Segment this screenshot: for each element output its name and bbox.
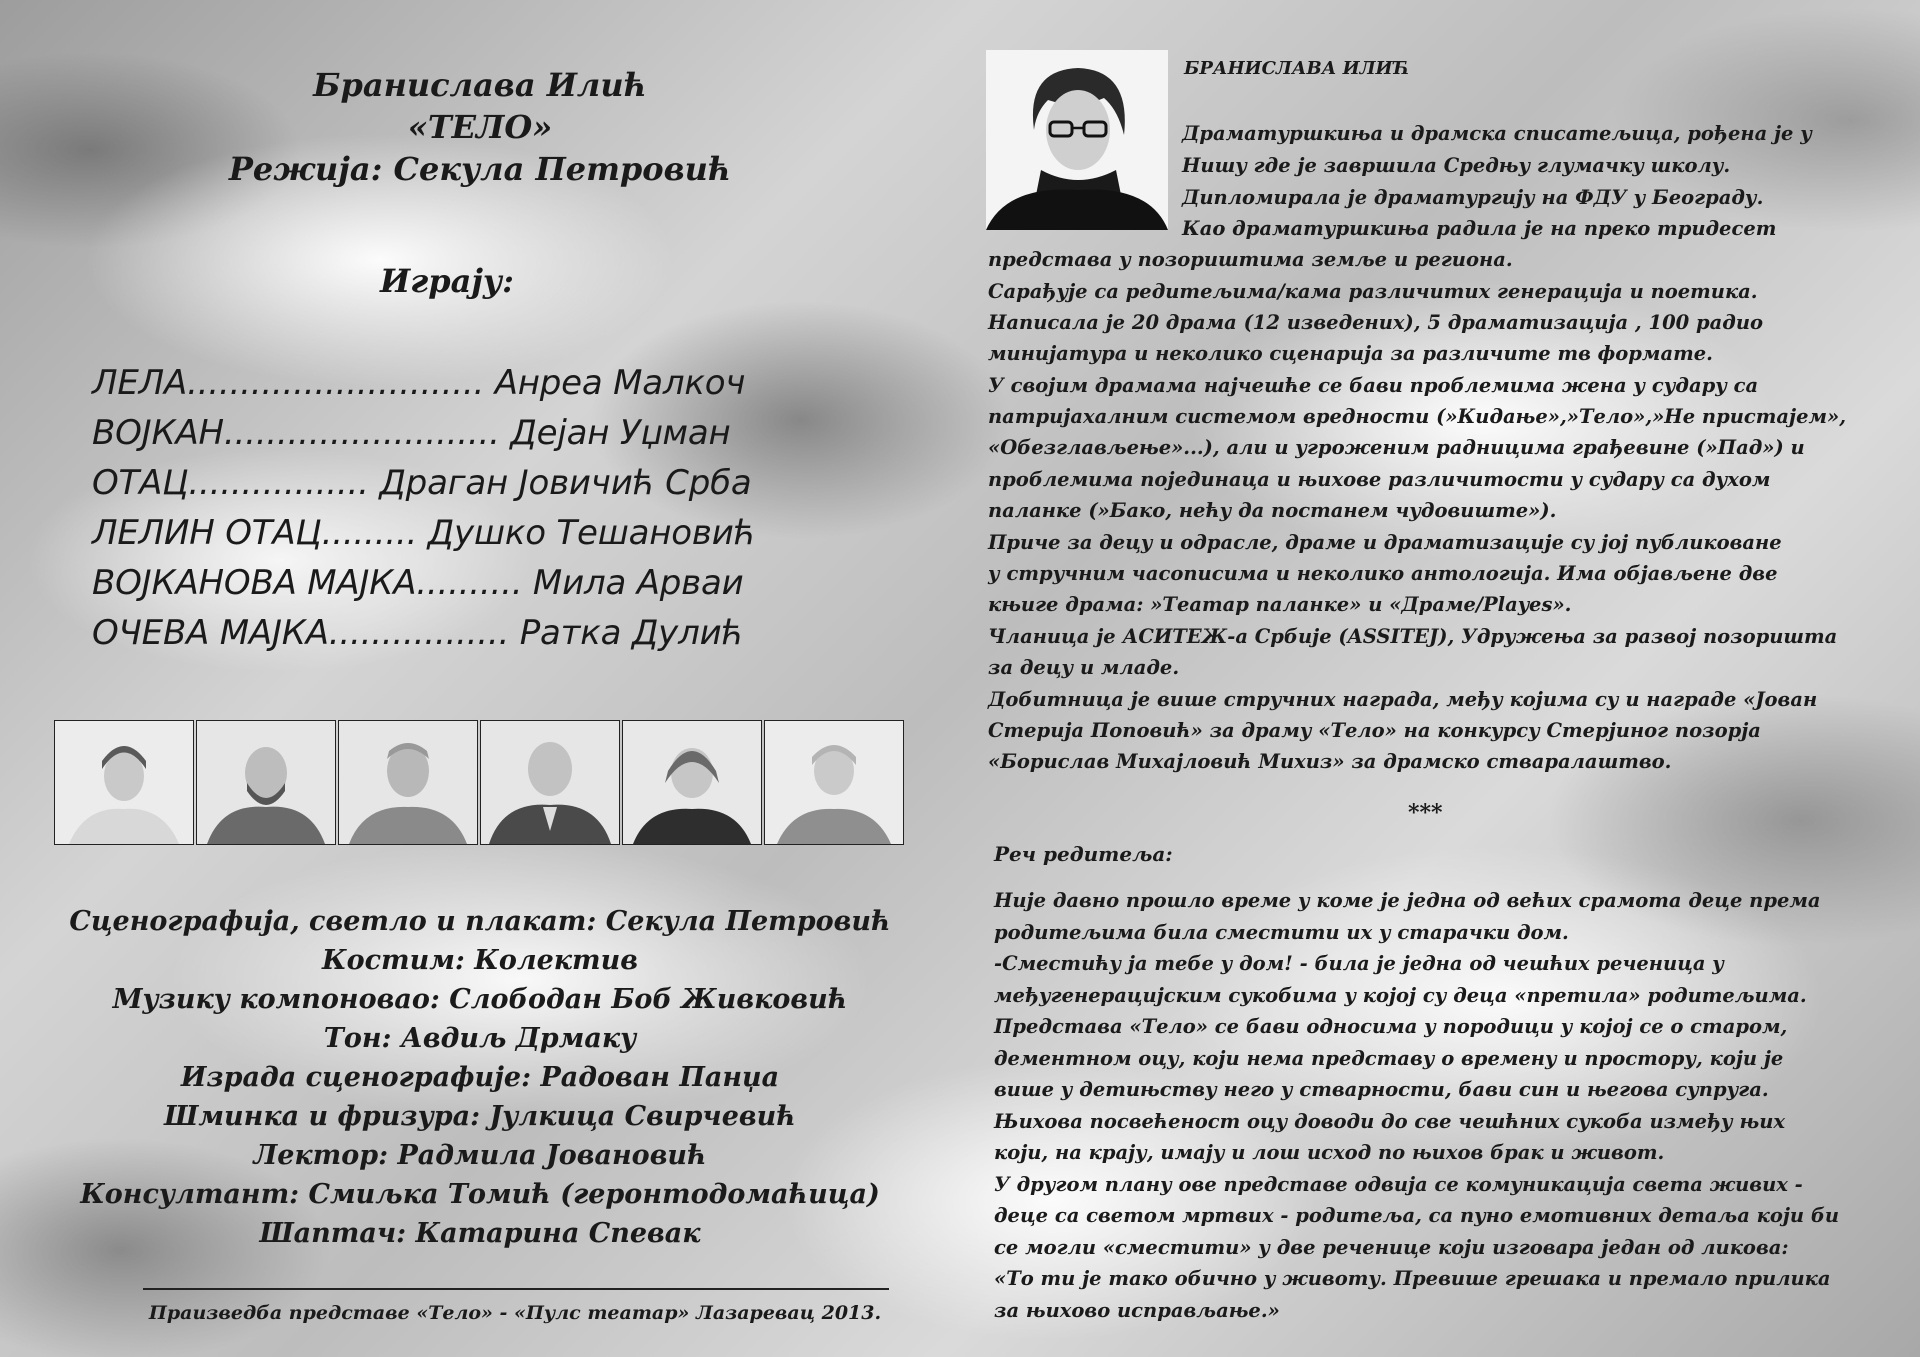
bio-line: представа у позориштима земље и региона. <box>988 248 1513 271</box>
credit-line: Музику компоновао: Слободан Боб Живковић <box>112 984 848 1015</box>
cast-row: ОЧЕВА МАЈКА................. Ратка Дулић <box>92 613 744 653</box>
credit-line: Шаптач: Катарина Спевак <box>259 1218 701 1249</box>
bio-line: Приче за децу и одрасле, драме и драматизације су јој публиковане <box>988 531 1782 554</box>
bio-line: Написала је 20 драма (12 изведених), 5 драматизација , 100 радио <box>988 311 1764 334</box>
credit-line: Израда сценографије: Радован Панџа <box>180 1062 780 1093</box>
bio-line: Драматуршкиња и драмска списатељица, рођена је у <box>1182 122 1812 145</box>
cast-photo-2 <box>196 720 336 845</box>
bio-line: књиге драма: »Театар паланке» и «Драме/Playes». <box>988 593 1572 616</box>
credit-line: Шминка и фризура: Јулкица Свирчевић <box>164 1101 796 1132</box>
director-line: Њихова посвећеност оцу доводи до све чешћних сукоба између њих <box>994 1110 1786 1133</box>
bio-line: за децу и младе. <box>988 656 1180 679</box>
director-line: међугенерацијским сукобима у којој су деца «претила» родитељима. <box>994 984 1807 1007</box>
bio-text <box>960 0 1920 780</box>
credit-line: Сценографија, светло и плакат: Секула Петровић <box>69 906 891 937</box>
director-line: родитељима била сместити их у старачки дом. <box>994 921 1569 944</box>
credit-line: Тон: Авдиљ Дрмаку <box>323 1023 637 1054</box>
play-title: «ТЕЛО» <box>407 108 553 146</box>
bio-line: Нишу где је завршила Средњу глумачку школу. <box>1182 154 1731 177</box>
credit-line: Лектор: Радмила Јовановић <box>253 1140 707 1171</box>
director-line: више у детињству него у стварности, бави син и његова супруга. <box>994 1078 1769 1101</box>
cast-photo-1 <box>54 720 194 845</box>
cast-list <box>92 358 912 658</box>
cast-photo-6 <box>764 720 904 845</box>
bio-line: Стерија Поповић» за драму «Тело» на конкурсу Стерјиног позорја <box>988 719 1761 742</box>
bio-line: «Обезглављење»...), али и угроженим радницима грађевине (»Пад») и <box>988 436 1805 459</box>
author-name: Бранислава Илић <box>313 66 647 104</box>
cast-row: ЛЕЛИН ОТАЦ......... Душко Тешановић <box>92 513 756 553</box>
director-line: -Сместићу ја тебе у дом! - била је једна од чешћих реченица у <box>994 952 1724 975</box>
credit-line: Костим: Колектив <box>322 945 638 976</box>
cast-row: ОТАЦ................. Драган Јовичић Срба <box>92 463 752 503</box>
bio-line: у стручним часописима и неколико антологија. Има објављене две <box>988 562 1778 585</box>
bio-line: Добитница је више стручних награда, међу којима су и награде «Јован <box>988 688 1818 711</box>
credit-line: Консултант: Смиљка Томић (геронтодомаћица) <box>80 1179 880 1210</box>
bio-line: Чланица је АСИТЕЖ-а Србије (ASSITEJ), Удружења за развој позоришта <box>988 625 1838 648</box>
bio-line: Као драматуршкиња радила је на преко тридесет <box>1182 217 1777 240</box>
director-line: У другом плану ове представе одвија се комуникација света живих - <box>994 1173 1803 1196</box>
cast-label: Играју: <box>380 262 514 300</box>
cast-photo-4 <box>480 720 620 845</box>
cast-row: ЛЕЛА............................ Анреа Малкоч <box>92 363 746 403</box>
divider <box>143 1288 889 1290</box>
cast-photo-5 <box>622 720 762 845</box>
director-line: се могли «сместити» у две реченице који изговара један од ликова: <box>994 1236 1789 1259</box>
director-line: «То ти је тако обично у животу. Превише грешака и премало прилика <box>994 1267 1831 1290</box>
director-line: дементном оцу, који нема представу о времену и простору, који је <box>994 1047 1784 1070</box>
director-line: за њихово исправљање.» <box>994 1299 1280 1322</box>
bio-name: БРАНИСЛАВА ИЛИЋ <box>1184 58 1410 79</box>
cast-photo-3 <box>338 720 478 845</box>
bio-line: «Борислав Михајловић Михиз» за драмско стваралаштво. <box>988 750 1672 773</box>
bio-line: Сарађује са редитељима/кама различитих генерација и поетика. <box>988 280 1758 303</box>
bio-line: Дипломирала је драматургију на ФДУ у Београду. <box>1182 186 1764 209</box>
section-separator: *** <box>1408 800 1443 826</box>
production-note: Праизведба представе «Тело» - «Пулс театар» Лазаревац 2013. <box>148 1302 882 1324</box>
cast-row: ВОЈКАНОВА МАЈКА.......... Мила Арваи <box>92 563 744 603</box>
director-word-title: Реч редитеља: <box>994 842 1173 866</box>
director-line: Није давно прошло време у коме је једна од већих срамота деце према <box>994 889 1821 912</box>
bio-line: минијатура и неколико сценарија за различите тв формате. <box>988 342 1713 365</box>
director-line: који, на крају, имају и лош исход по њихов брак и живот. <box>994 1141 1665 1164</box>
director-credit: Режија: Секула Петровић <box>228 150 732 188</box>
bio-line: проблемима појединаца и њихове различитости у судару са духом <box>988 468 1771 491</box>
bio-line: паланке (»Бако, нећу да постанем чудовиште»). <box>988 499 1557 522</box>
bio-line: патријахалним системом вредности (»Кидање»,»Тело»,»Не пристајем», <box>988 405 1847 428</box>
cast-row: ВОЈКАН.......................... Дејан Уџман <box>92 413 731 453</box>
director-line: деце са светом мртвих - родитеља, са пуно емотивних детаља који би <box>994 1204 1840 1227</box>
bio-line: У својим драмама најчешће се бави проблемима жена у судару са <box>988 374 1759 397</box>
director-line: Представа «Тело» се бави односима у породици у којој се о старом, <box>994 1015 1788 1038</box>
credits-list <box>0 902 960 1253</box>
